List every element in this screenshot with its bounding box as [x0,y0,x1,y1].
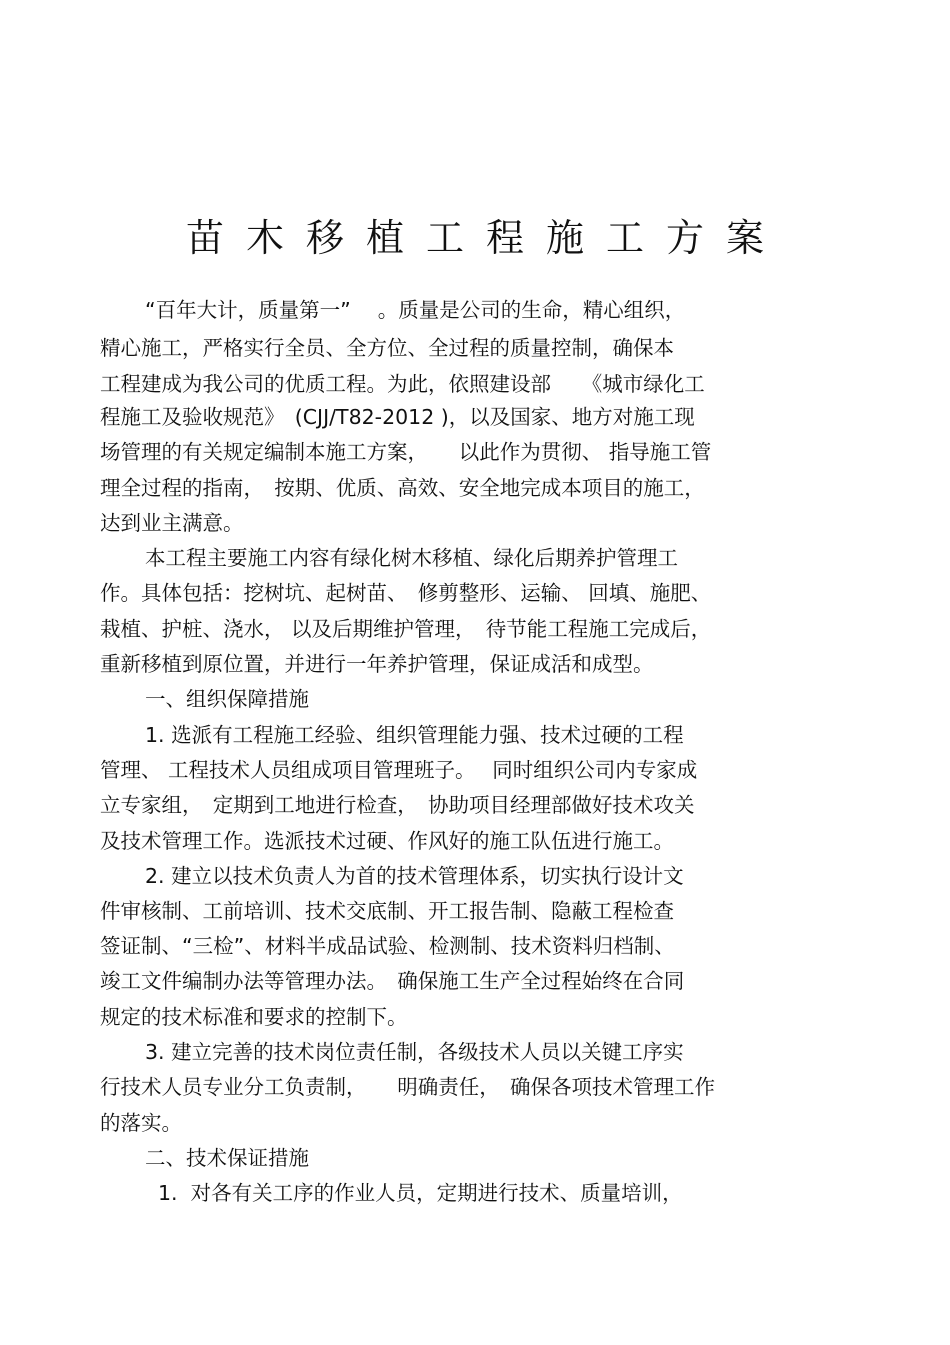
paragraph-line: 作。具体包括：挖树坑、起树苗、 修剪整形、运输、 回填、施肥、 [100,581,712,605]
paragraph-line: 达到业主满意。 [100,511,244,535]
paragraph-line: 1. 选派有工程施工经验、组织管理能力强、技术过硬的工程 [145,723,684,747]
paragraph-line: 1. 对各有关工序的作业人员，定期进行技术、质量培训， [158,1181,683,1205]
paragraph-line: 本工程主要施工内容有绿化树木移植、绿化后期养护管理工 [145,546,678,570]
paragraph-line: 理全过程的指南， 按期、优质、高效、安全地完成本项目的施工， [100,476,705,500]
paragraph-line: 栽植、护桩、浇水， 以及后期维护管理， 待节能工程施工完成后， [100,617,712,641]
paragraph-line: 精心施工，严格实行全员、全方位、全过程的质量控制，确保本 [100,336,674,360]
paragraph-line: 工程建成为我公司的优质工程。为此，依照建设部 《城市绿化工 [100,372,705,396]
document-title: 苗木移植工程施工方案 [185,216,786,260]
paragraph-line: 行技术人员专业分工负责制， 明确责任， 确保各项技术管理工作 [100,1075,715,1099]
paragraph-line: 2. 建立以技术负责人为首的技术管理体系，切实执行设计文 [145,864,684,888]
paragraph-line: 及技术管理工作。选派技术过硬、作风好的施工队伍进行施工。 [100,829,674,853]
paragraph-line: 立专家组， 定期到工地进行检查， 协助项目经理部做好技术攻关 [100,793,695,817]
paragraph-line: 竣工文件编制办法等管理办法。 确保施工生产全过程始终在合同 [100,969,685,993]
section-heading: 一、组织保障措施 [145,687,309,711]
paragraph-line: 重新移植到原位置，并进行一年养护管理，保证成活和成型。 [100,652,654,676]
paragraph-line: 件审核制、工前培训、技术交底制、开工报告制、隐蔽工程检查 [100,899,674,923]
paragraph-line: 场管理的有关规定编制本施工方案， 以此作为贯彻、 指导施工管 [100,440,712,464]
paragraph-line: 规定的技术标准和要求的控制下。 [100,1005,408,1029]
section-heading: 二、技术保证措施 [145,1146,309,1170]
paragraph-line: 管理、 工程技术人员组成项目管理班子。 同时组织公司内专家成 [100,758,698,782]
paragraph-line: 的落实。 [100,1111,182,1135]
paragraph-line: “百年大计，质量第一” 。质量是公司的生命，精心组织， [145,298,686,322]
paragraph-line: 签证制、“三检”、材料半成品试验、检测制、技术资料归档制、 [100,934,675,958]
paragraph-line: 3. 建立完善的技术岗位责任制，各级技术人员以关键工序实 [145,1040,684,1064]
paragraph-line: 程施工及验收规范》 (CJJ/T82-2012 )，以及国家、地方对施工现 [100,405,695,429]
